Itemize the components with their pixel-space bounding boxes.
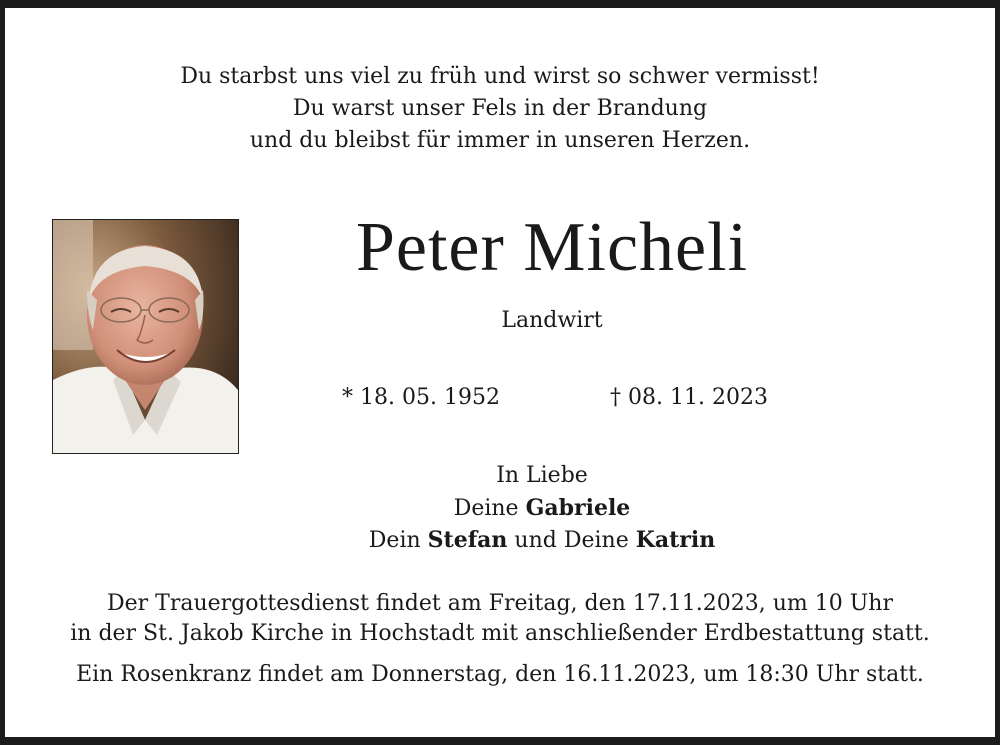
service-line-1: Der Trauergottesdienst findet am Freitag, den 17.11.2023, um 10 Uhr [107, 591, 893, 616]
signature-line-2 [42, 495, 1000, 521]
occupation: Landwirt [501, 308, 603, 333]
rosary-line: Ein Rosenkranz findet am Donnerstag, den 16.11.2023, um 18:30 Uhr statt. [76, 662, 924, 687]
service-line-2: in der St. Jakob Kirche in Hochstadt mit anschließender Erdbestattung statt. [70, 621, 930, 646]
signature-line-1: In Liebe [496, 463, 588, 488]
poem-line-1: Du starbst uns viel zu früh und wirst so schwer vermisst! [180, 64, 820, 89]
signature-connector: und Deine [507, 528, 636, 553]
signature-name-katrin: Katrin [635, 527, 716, 553]
signature-name-gabriele: Gabriele [525, 495, 631, 521]
signature-line-3 [42, 527, 1000, 553]
deceased-name: Peter Micheli [355, 209, 749, 286]
signature-name-stefan: Stefan [427, 527, 508, 553]
birth-date: * 18. 05. 1952 [342, 385, 500, 410]
signature-prefix: Deine [453, 496, 526, 521]
death-date: † 08. 11. 2023 [610, 385, 768, 410]
signature-prefix: Dein [368, 528, 428, 553]
poem-line-3: und du bleibst für immer in unseren Herzen. [249, 128, 751, 153]
poem-line-2: Du warst unser Fels in der Brandung [292, 96, 708, 121]
